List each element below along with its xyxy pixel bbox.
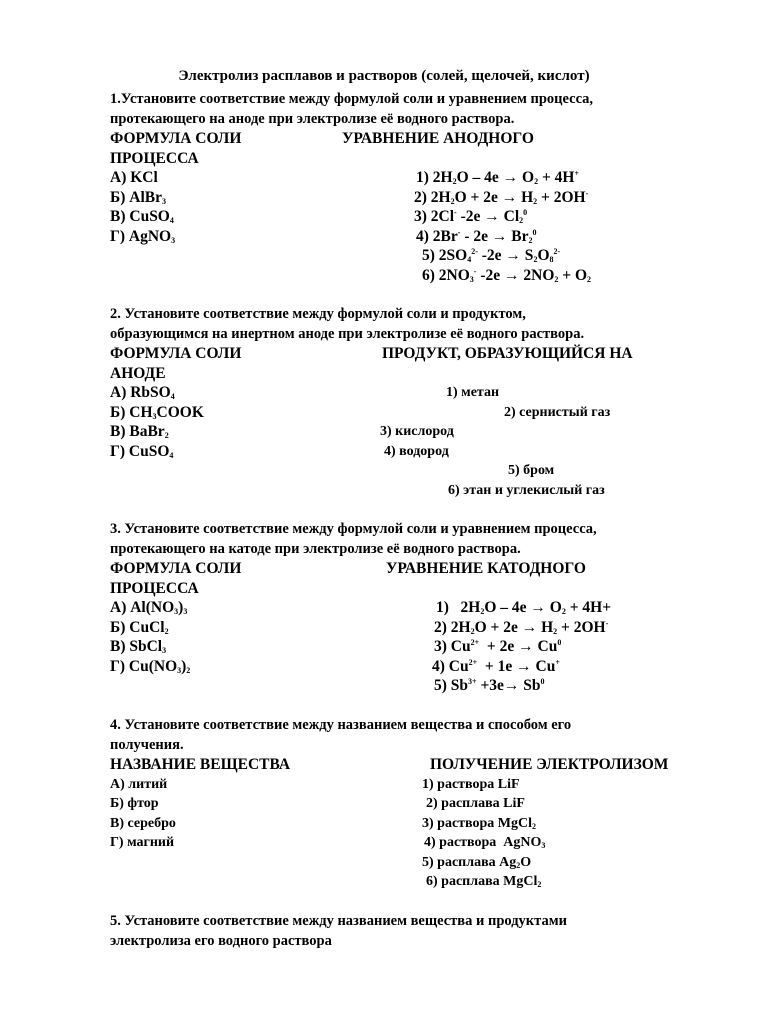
task-4-right-1: 1) раствора LiF bbox=[422, 776, 520, 792]
task-5-question-line-1: 5. Установите соответствие между названием вещества и продуктами bbox=[110, 913, 567, 929]
task-4-row bbox=[110, 833, 730, 853]
task-2-right-5: 5) бром bbox=[508, 463, 555, 478]
task-4-left-g: Г) магний bbox=[110, 835, 175, 850]
task-1-right-1: 1) $2H_2O - 4e \to O_2 + 4H^+$ bbox=[416, 169, 580, 186]
task-4-right-3: 3) раствора MgCl$_2$ bbox=[422, 815, 537, 831]
task-2-col-left: ФОРМУЛА СОЛИ bbox=[110, 345, 242, 362]
task-3-question-line-1: 3. Установите соответствие между формулой соли и уравнением процесса, bbox=[110, 521, 597, 537]
task-1-col-right: УРАВНЕНИЕ АНОДНОГО bbox=[342, 130, 534, 147]
task-3-left-a: А) $Al(NO_3)_3$ bbox=[110, 599, 188, 616]
task-2-row bbox=[110, 461, 730, 481]
task-5 bbox=[110, 912, 730, 951]
task-3-right-3: 3) $Cu^{2+} + 2e \to Cu^0$ bbox=[434, 638, 562, 655]
task-1-right-2: 2) $2H_2O + 2e \to H_2 + 2OH^-$ bbox=[414, 188, 589, 206]
task-3-right-2: 2) $2H_2O + 2e \to H_2 + 2OH^-$ bbox=[434, 618, 609, 636]
task-3-right-1: 1) $2H_2O - 4e \to O_2 + 4H+$ bbox=[436, 599, 612, 616]
task-3-right-5: 5) $Sb^{3+} +3e\to Sb^0$ bbox=[434, 677, 545, 694]
task-4-row bbox=[110, 853, 730, 873]
task-1-left-v: В) CuSO$_4$ bbox=[110, 208, 174, 225]
task-1-col-cont: ПРОЦЕССА bbox=[110, 149, 199, 167]
task-1-row bbox=[110, 227, 730, 247]
task-2-col-right: ПРОДУКТ, ОБРАЗУЮЩИЙСЯ НА bbox=[382, 345, 633, 362]
task-1-row bbox=[110, 246, 730, 266]
task-1-left-g: Г) AgNO$_3$ bbox=[110, 227, 176, 245]
task-1 bbox=[110, 90, 730, 285]
task-2-left-a: А) RbSO$_4$ bbox=[110, 384, 175, 401]
task-1-question-line-2: протекающего на аноде при электролизе её водного раствора. bbox=[110, 110, 515, 127]
task-1-row bbox=[110, 266, 730, 286]
task-4-col-left: НАЗВАНИЕ ВЕЩЕСТВА bbox=[110, 756, 291, 773]
task-2-right-6: 6) этан и углекислый газ bbox=[448, 482, 605, 498]
task-3-row bbox=[110, 598, 730, 618]
task-2-col-cont: АНОДЕ bbox=[110, 364, 166, 382]
task-3-row bbox=[110, 657, 730, 677]
task-2-row bbox=[110, 383, 730, 403]
task-2-row bbox=[110, 422, 730, 442]
task-3-col-right: УРАВНЕНИЕ КАТОДНОГО bbox=[386, 560, 586, 577]
task-2-header bbox=[110, 344, 730, 364]
task-4-question-line-1: 4. Установите соответствие между названием вещества и способом его bbox=[110, 717, 572, 733]
task-1-right-3: 3) 2Cl- $-2e \to Cl_2^0$ bbox=[414, 208, 528, 225]
task-3-left-v: В) SbCl$_3$ bbox=[110, 638, 167, 655]
task-4-col-right: ПОЛУЧЕНИЕ ЭЛЕКТРОЛИЗОМ bbox=[430, 756, 669, 773]
task-3-col-left: ФОРМУЛА СОЛИ bbox=[110, 560, 242, 577]
task-2-left-v: В) BaBr$_2$ bbox=[110, 423, 169, 440]
task-3-left-b: Б) CuCl$_2$ bbox=[110, 618, 169, 636]
task-3-right-4: 4) $Cu^{2+} + 1e \to Cu^+$ bbox=[432, 657, 560, 675]
task-4-row bbox=[110, 872, 730, 892]
task-2-question-line-2: образующимся на инертном аноде при электролизе её водного раствора. bbox=[110, 325, 585, 342]
task-3-left-g: Г) $Cu(NO_3)_2$ bbox=[110, 657, 191, 675]
task-4-row bbox=[110, 775, 730, 795]
task-1-header bbox=[110, 129, 730, 149]
page-title: Электролиз расплавов и растворов (солей, щелочей, кислот) bbox=[178, 68, 590, 84]
task-2-row bbox=[110, 442, 730, 462]
task-2-right-1: 1) метан bbox=[446, 385, 500, 400]
task-4-right-2: 2) расплава LiF bbox=[426, 796, 525, 811]
task-1-left-b: Б) AlBr$_3$ bbox=[110, 188, 167, 206]
task-2-question-line-1: 2. Установите соответствие между формулой соли и продуктом, bbox=[110, 306, 526, 322]
task-4-question-line-2: получения. bbox=[110, 736, 184, 753]
task-3-header bbox=[110, 559, 730, 579]
task-2 bbox=[110, 305, 730, 500]
task-2-right-4: 4) водород bbox=[384, 443, 449, 459]
task-2-left-g: Г) CuSO$_4$ bbox=[110, 442, 174, 460]
task-1-row bbox=[110, 168, 730, 188]
task-3-question-line-2: протекающего на катоде при электролизе её водного раствора. bbox=[110, 540, 521, 557]
task-2-row bbox=[110, 481, 730, 501]
task-2-left-b: Б) $CH_3COOK$ bbox=[110, 403, 204, 421]
task-1-right-5: 5) $2SO_4^{2-}$ $-2e \to S_2O_8^{2-}$ bbox=[422, 247, 561, 264]
task-3-row bbox=[110, 637, 730, 657]
task-4-right-6: 6) расплава MgCl$_2$ bbox=[426, 874, 542, 889]
task-2-row bbox=[110, 403, 730, 423]
task-3-col-cont: ПРОЦЕССА bbox=[110, 579, 199, 597]
task-1-col-left: ФОРМУЛА СОЛИ bbox=[110, 130, 242, 147]
task-4-row bbox=[110, 814, 730, 834]
task-4 bbox=[110, 716, 730, 892]
task-4-header bbox=[110, 755, 730, 775]
task-2-right-3: 3) кислород bbox=[380, 424, 454, 439]
task-4-right-5: 5) расплава $Ag_2O$ bbox=[422, 854, 532, 870]
task-4-left-a: А) литий bbox=[110, 776, 168, 792]
task-4-right-4: 4) раствора AgNO$_3$ bbox=[424, 835, 546, 850]
task-4-row bbox=[110, 794, 730, 814]
task-4-left-v: В) серебро bbox=[110, 815, 176, 831]
task-1-left-a: А) KCl bbox=[110, 169, 158, 186]
task-1-right-6: 6) $2NO_3^-$ $-2e \to 2NO_2 + O_2$ bbox=[422, 266, 592, 284]
task-2-right-2: 2) сернистый газ bbox=[504, 404, 611, 420]
task-3-row bbox=[110, 618, 730, 638]
task-1-right-4: 4) $2Br^- - 2e \to Br_2^0$ bbox=[416, 227, 537, 245]
task-4-left-b: Б) фтор bbox=[110, 796, 159, 811]
task-1-row bbox=[110, 188, 730, 208]
task-5-question-line-2: электролиза его водного раствора bbox=[110, 932, 332, 949]
task-1-row bbox=[110, 207, 730, 227]
task-3 bbox=[110, 520, 730, 696]
task-1-question-line-1: 1.Установите соответствие между формулой соли и уравнением процесса, bbox=[110, 91, 594, 107]
task-3-row bbox=[110, 676, 730, 696]
